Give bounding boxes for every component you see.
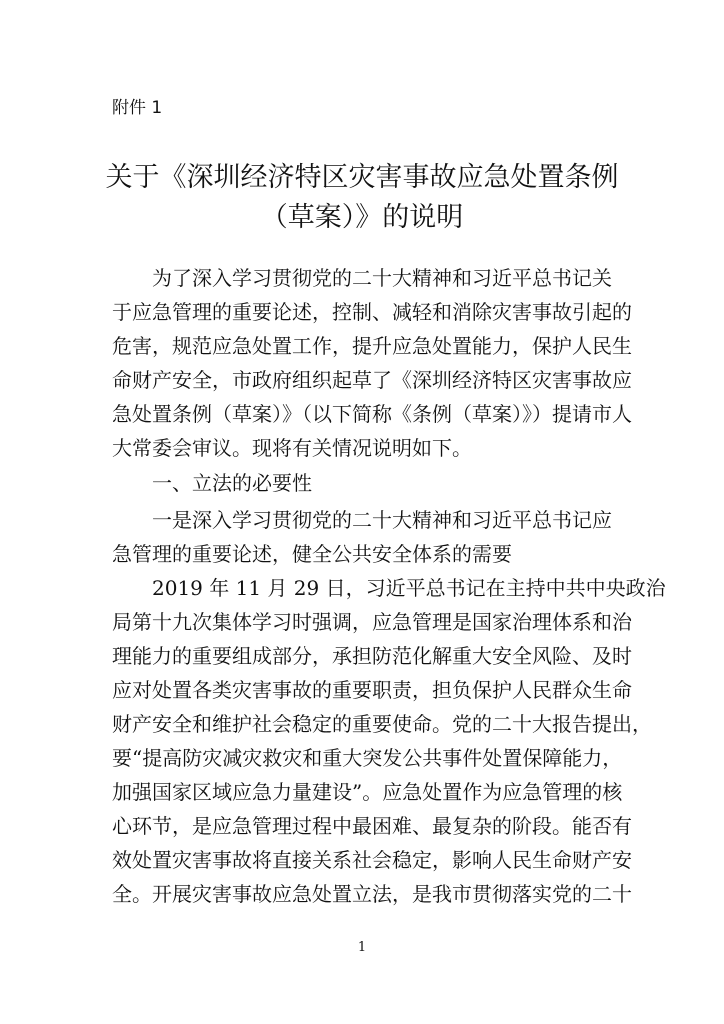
paragraph-line: 为了深入学习贯彻党的二十大精神和习近平总书记关 bbox=[112, 266, 612, 290]
paragraph-line: 大常委会审议。现将有关情况说明如下。 bbox=[112, 436, 472, 460]
page-number: 1 bbox=[357, 940, 367, 955]
paragraph-line: 效处置灾害事故将直接关系社会稳定，影响人民生命财产安 bbox=[112, 848, 632, 872]
paragraph-line: 命财产安全，市政府组织起草了《深圳经济特区灾害事故应 bbox=[112, 368, 632, 392]
paragraph-line: 2019 年 11 月 29 日，习近平总书记在主持中共中央政治 bbox=[112, 576, 666, 600]
paragraph-line: 加强国家区域应急力量建设”。应急处置作为应急管理的核 bbox=[112, 780, 623, 804]
subheading-line: 一是深入学习贯彻党的二十大精神和习近平总书记应 bbox=[112, 508, 612, 532]
paragraph-line: 财产安全和维护社会稳定的重要使命。党的二十大报告提出， bbox=[112, 712, 652, 736]
paragraph-line: 应对处置各类灾害事故的重要职责，担负保护人民群众生命 bbox=[112, 678, 632, 702]
document-title-line-2: （草案）》的说明 bbox=[260, 202, 464, 233]
paragraph-line: 急处置条例（草案）》（以下简称《条例（草案）》）提请市人 bbox=[112, 402, 632, 426]
paragraph-line: 心环节，是应急管理过程中最困难、最复杂的阶段。能否有 bbox=[112, 814, 632, 838]
paragraph-line: 全。开展灾害事故应急处置立法，是我市贯彻落实党的二十 bbox=[112, 882, 632, 906]
attachment-label: 附件 1 bbox=[112, 98, 163, 118]
paragraph-line: 理能力的重要组成部分，承担防范化解重大安全风险、及时 bbox=[112, 644, 632, 668]
section-heading: 一、立法的必要性 bbox=[112, 471, 312, 495]
paragraph-line: 危害，规范应急处置工作，提升应急处置能力，保护人民生 bbox=[112, 334, 632, 358]
paragraph-line: 要“提高防灾减灾救灾和重大突发公共事件处置保障能力， bbox=[112, 746, 623, 770]
document-title-line-1: 关于《深圳经济特区灾害事故应急处置条例 bbox=[105, 162, 619, 193]
paragraph-line: 于应急管理的重要论述，控制、减轻和消除灾害事故引起的 bbox=[112, 300, 632, 324]
paragraph-line: 局第十九次集体学习时强调，应急管理是国家治理体系和治 bbox=[112, 610, 632, 634]
subheading-line: 急管理的重要论述，健全公共安全体系的需要 bbox=[112, 542, 512, 566]
